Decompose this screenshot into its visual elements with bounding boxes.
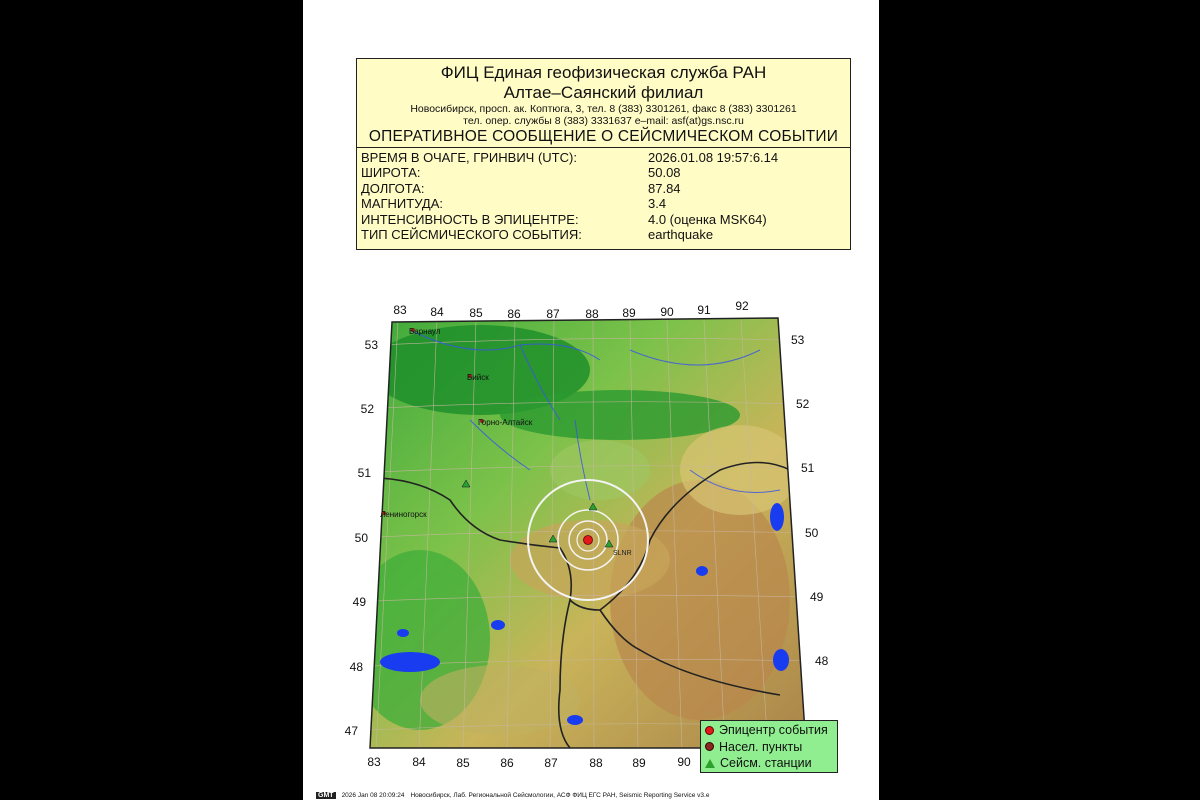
tick-label: 88 bbox=[589, 756, 603, 770]
epicenter-marker bbox=[584, 536, 593, 545]
legend-item-epicenter bbox=[705, 722, 837, 739]
tick-label: 90 bbox=[677, 755, 691, 769]
place-label: Горно-Алтайск bbox=[478, 418, 533, 427]
legend-item-settlements bbox=[705, 739, 837, 756]
settlement-icon bbox=[705, 742, 714, 751]
tick-label: 86 bbox=[500, 756, 514, 770]
tick-label: 89 bbox=[622, 306, 636, 320]
footer bbox=[316, 791, 709, 800]
tick-label: 50 bbox=[354, 531, 368, 545]
tick-label: 84 bbox=[430, 305, 444, 319]
legend-label: Насел. пункты bbox=[719, 739, 803, 754]
branch-title: Алтае–Саянский филиал bbox=[503, 83, 704, 102]
lon-labels-top bbox=[393, 299, 749, 321]
legend-label: Эпицентр события bbox=[719, 723, 828, 738]
place-label: Бийск bbox=[467, 373, 489, 382]
tick-label: 88 bbox=[585, 307, 599, 321]
tick-label: 92 bbox=[735, 299, 749, 313]
tick-label: 51 bbox=[801, 461, 815, 475]
tick-label: 48 bbox=[349, 660, 363, 674]
legend-item-stations bbox=[705, 755, 837, 772]
map-area bbox=[350, 310, 820, 760]
station-triangle-icon bbox=[705, 759, 715, 768]
row-label: ИНТЕНСИВНОСТЬ В ЭПИЦЕНТРЕ: bbox=[361, 211, 579, 227]
row-value: 2026.01.08 19:57:6.14 bbox=[648, 149, 779, 165]
report-title: ОПЕРАТИВНОЕ СООБЩЕНИЕ О СЕЙСМИЧЕСКОМ СОБЫТИИ bbox=[368, 128, 839, 145]
row-value: 87.84 bbox=[648, 180, 681, 196]
map-legend bbox=[700, 720, 838, 773]
tick-label: 50 bbox=[805, 526, 819, 540]
footer-credit: Новосибирск, Лаб. Региональной Сейсмологии, АСФ ФИЦ ЕГС РАН, Seismic Reporting Service v3.e bbox=[410, 792, 710, 799]
tick-label: 53 bbox=[791, 333, 805, 347]
legend-label: Сейсм. станции bbox=[720, 756, 812, 771]
tick-label: 91 bbox=[697, 303, 711, 317]
row-value: earthquake bbox=[648, 227, 714, 242]
row-value: 3.4 bbox=[648, 196, 667, 211]
station-label: SLNR bbox=[613, 550, 632, 557]
tick-label: 90 bbox=[660, 305, 674, 319]
tick-label: 52 bbox=[796, 397, 810, 411]
tick-label: 53 bbox=[364, 338, 378, 352]
row-label: ТИП СЕЙСМИЧЕСКОГО СОБЫТИЯ: bbox=[361, 227, 582, 242]
tick-label: 84 bbox=[412, 755, 426, 769]
gmt-logo: GMT bbox=[318, 792, 334, 799]
tick-label: 87 bbox=[546, 307, 560, 321]
tick-label: 83 bbox=[393, 303, 407, 317]
place-label: Лениногорск bbox=[380, 510, 427, 519]
tick-label: 87 bbox=[544, 756, 558, 770]
tick-label: 47 bbox=[344, 724, 358, 738]
contacts-line: тел. опер. службы 8 (383) 3331637 e–mail: asf(at)gs.nsc.ru bbox=[463, 114, 744, 127]
tick-label: 86 bbox=[507, 307, 521, 321]
place-label: Барнаул bbox=[409, 327, 441, 336]
tick-label: 89 bbox=[632, 756, 646, 770]
tick-label: 48 bbox=[815, 654, 829, 668]
org-title: ФИЦ Единая геофизическая служба РАН bbox=[440, 63, 767, 82]
row-value: 4.0 (оценка MSK64) bbox=[648, 211, 767, 227]
tick-label: 85 bbox=[456, 756, 470, 770]
row-label: ДОЛГОТА: bbox=[361, 180, 425, 196]
row-label: ВРЕМЯ В ОЧАГЕ, ГРИНВИЧ (UTC): bbox=[361, 149, 577, 165]
tick-label: 51 bbox=[357, 466, 371, 480]
row-label: ШИРОТА: bbox=[361, 165, 421, 180]
row-label: МАГНИТУДА: bbox=[361, 196, 443, 211]
tick-label: 85 bbox=[469, 306, 483, 320]
tick-label: 49 bbox=[352, 595, 366, 609]
footer-timestamp: 2026 Jan 08 20:09:24 bbox=[341, 792, 405, 799]
lon-labels-bottom bbox=[367, 755, 691, 770]
row-value: 50.08 bbox=[648, 165, 681, 180]
tick-label: 52 bbox=[360, 402, 374, 416]
tick-label: 83 bbox=[367, 755, 381, 769]
address-line: Новосибирск, просп. ак. Коптюга, 3, тел. 8 (383) 3301261, факс 8 (383) 3301261 bbox=[410, 103, 797, 115]
epicenter-icon bbox=[705, 726, 714, 735]
tick-label: 49 bbox=[810, 590, 824, 604]
